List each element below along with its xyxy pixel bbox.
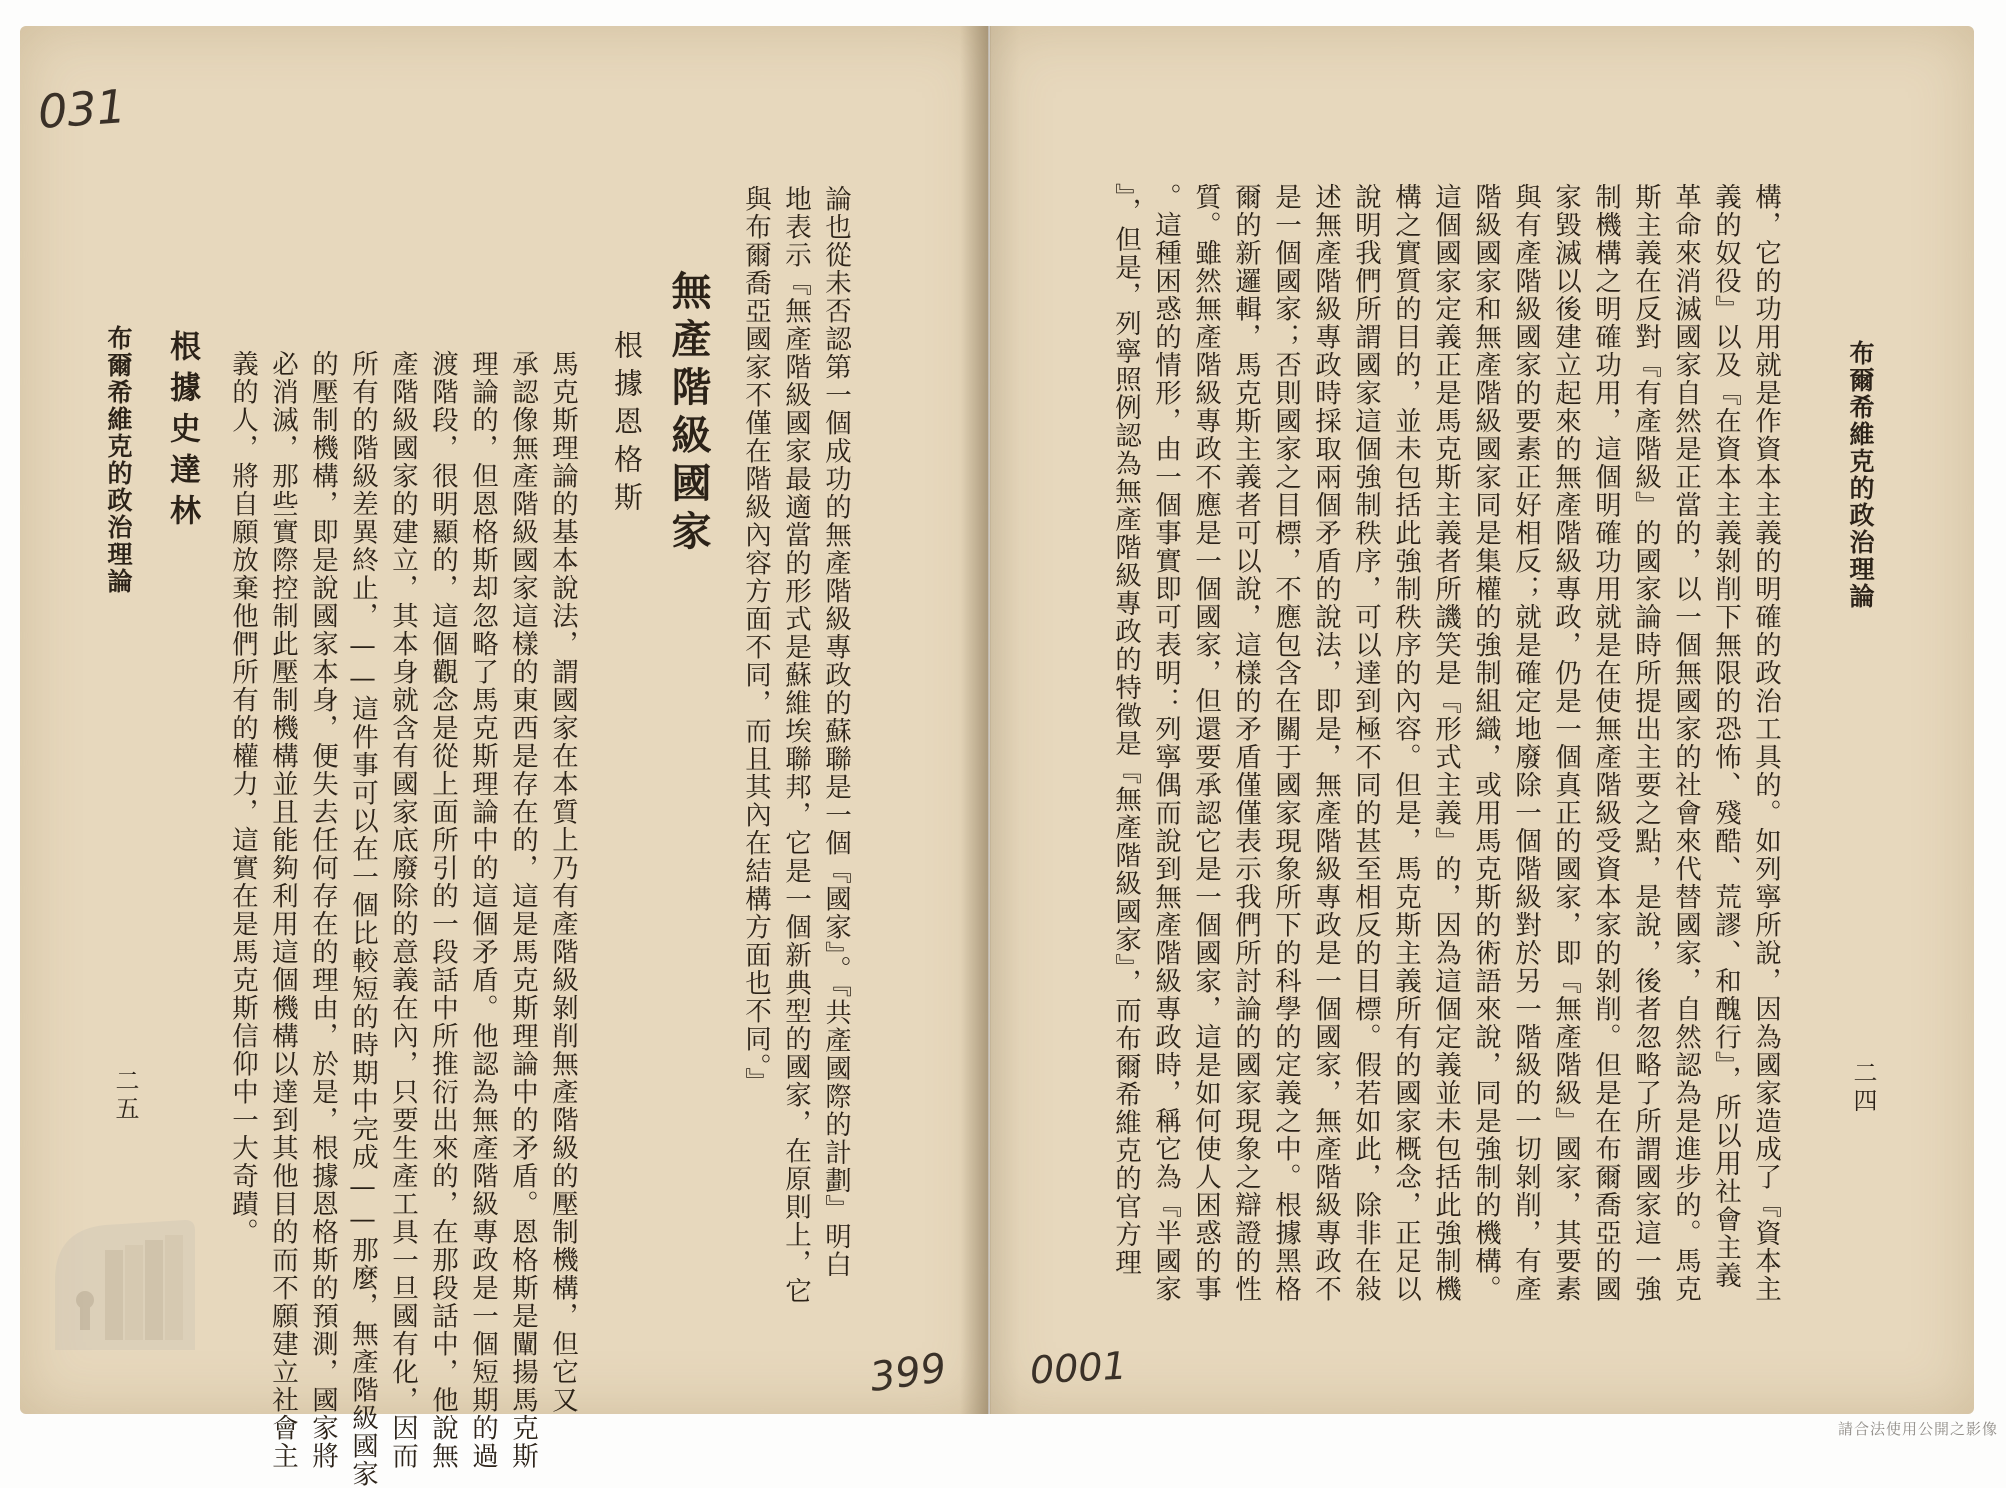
left-main-paragraph: 馬克斯理論的基本說法，謂國家在本質上乃有產階級剝削無產階級的壓制機構，但它又 承認像無產階級國家這樣的東西是存在的，這是馬克斯理論中的矛盾。恩格斯是闡揚馬克斯 理論的，但恩格斯却忽略了馬克斯理論中的這個矛盾。他認為無產階級專政是一個短期的過 渡階段，很明顯的，這個觀念是從上面所引的一段話中所推衍出來的，在那段話中，他說無 產階級國家的建立，其本身就含有國家底廢除的意義在內，只要生產工具一旦國有化，因而 所有的階級差異終止，——這件事可以在一個比較短的時期中完成——那麼，無產階級國家 的壓制機構，即是說國家本身，便失去任何存在的理由，於是，根據恩格斯的預測，國家將 必消滅，那些實際控制此壓制機構並且能夠利用這個機構以達到其他目的而不願建立社會主 義的人，將自願放棄他們所有的權力，這實在是馬克斯信仰中一大奇蹟。 <box>227 350 578 1488</box>
handwritten-page-number: 031 <box>36 79 128 139</box>
margin-handwritten-number: 399 <box>867 1344 950 1402</box>
left-continuation-paragraph: 論也從未否認第一個成功的無產階級專政的蘇聯是一個『國家』。『共產國際的計劃』明白 地表示『無產階級國家最適當的形式是蘇維埃聯邦，它是一個新典型的國家，在原則上，它 與布爾喬亞國家不僅在階級內容方面不同，而且其內在結構方面也不同。』 <box>740 185 851 1305</box>
right-page-number: 二四 <box>1849 1060 1877 1116</box>
left-byline: 根據史達林 <box>164 330 200 535</box>
book-spine <box>960 26 1020 1414</box>
left-page-number: 二五 <box>111 1068 139 1124</box>
library-book-logo <box>45 1210 215 1360</box>
section-attribution: 根據恩格斯 <box>610 330 644 520</box>
right-running-head: 布爾希維克的政治理論 <box>1846 340 1875 610</box>
left-running-head: 布爾希維克的政治理論 <box>104 325 133 595</box>
right-margin-handwritten-number: 0001 <box>1028 1343 1128 1393</box>
right-main-paragraph: 構，它的功用就是作資本主義的明確的政治工具的。如列寧所說，因為國家造成了『資本主 義的奴役』以及『在資本主義剝削下無限的恐怖、殘酷、荒謬、和醜行』，所以用社會主義 革命來消滅國家自然是正當的，以一個無國家的社會來代替國家，自然認為是進步的。馬克 斯主義在反對『有產階級』的國家論時所提出主要之點，是說，後者忽略了所謂國家這一強 制機構之明確功用，這個明確功用就是在使無產階級受資本家的剝削。但是在布爾喬亞的國 家毀滅以後建立起來的無產階級專政，仍是一個真正的國家，即『無產階級』國家，其要素 與有產階級國家的要素正好相反；就是確定地廢除一個階級對於另一階級的一切剝削，有產 階級國家和無產階級國家同是集權的強制組織，或用馬克斯的術語來說，同是強制的機構。 這個國家定義正是馬克斯主義者所譏笑是『形式主義』的，因為這個定義並未包括此強制機 構之實質的目的，並未包括此強制秩序的內容。但是，馬克斯主義所有的國家概念，正足以 說明我們所謂國家這個強制秩序，可以達到極不同的甚至相反的目標。假若如此，除非在敍 述無產階級專政時採取兩個矛盾的說法，即是，無產階級專政是一個國家，無產階級專政不 是一個國家；否則國家之目標，不應包含在關于國家現象所下的科學的定義之中。根據黑格 爾的新邏輯，馬克斯主義者可以說，這樣的矛盾僅僅表示我們所討論的國家現象之辯證的性 質。雖然無產階級專政不應是一個國家，但還要承認它是一個國家，這是如何使人困惑的事 。這種困惑的情形，由一個事實即可表明：列寧偶而說到無產階級專政時，稱它為『半國家 』，但是，列寧照例認為無產階級專政的特徵是『無產階級國家』，而布爾希維克的官方理 <box>1110 183 1781 1303</box>
usage-notice-watermark: 請合法使用公開之影像 <box>1837 1420 1998 1438</box>
section-title: 無產階級國家 <box>665 270 712 558</box>
